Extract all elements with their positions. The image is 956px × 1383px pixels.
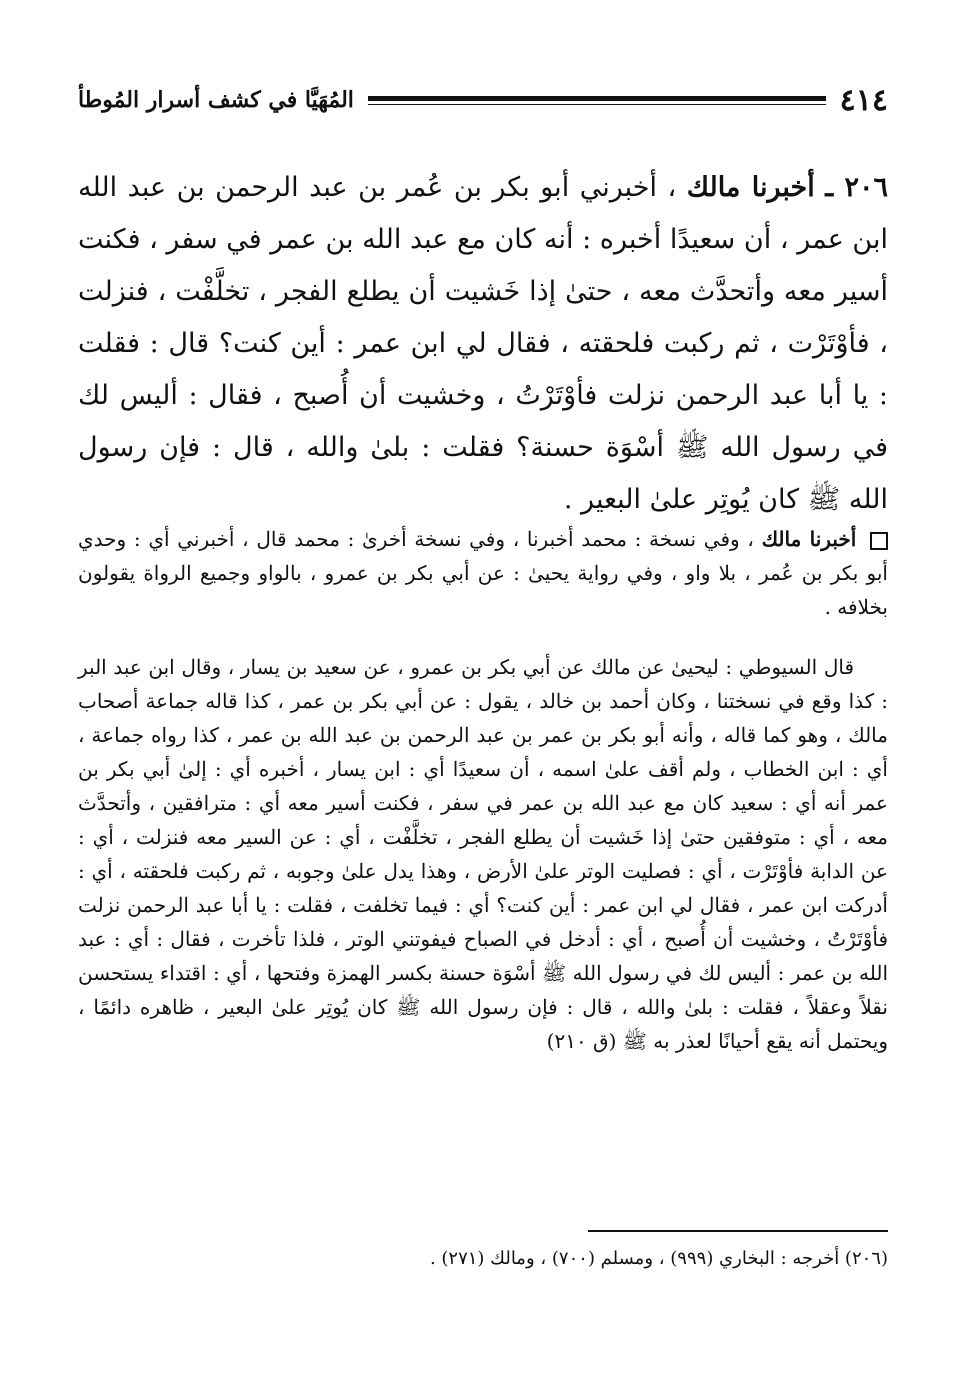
commentary-lead: أخبرنا مالك bbox=[761, 527, 857, 551]
hadith-lead: أخبرنا مالك bbox=[686, 172, 815, 203]
commentary-body: ، وفي نسخة : محمد أخبرنا ، وفي نسخة أخرىٰ : محمد قال ، أخبرني أي : وحدي أبو بكر بن عُمر ، بلا واو ، وفي رواية يحيىٰ : عن أبي بكر بن عمرو ، بالواو وجميع الرواة يقولون بخلافه . bbox=[78, 527, 888, 619]
header-rule bbox=[368, 96, 826, 105]
hadith-number: ٢٠٦ ـ bbox=[825, 172, 888, 203]
footnote-divider bbox=[588, 1230, 888, 1232]
page-header bbox=[78, 80, 888, 120]
square-marker-icon bbox=[870, 532, 888, 550]
book-title: المُهَيَّا في كشف أسرار المُوطأ bbox=[78, 87, 354, 113]
commentary-paragraph bbox=[78, 522, 888, 624]
book-page bbox=[78, 70, 888, 1310]
page-number: ٤١٤ bbox=[839, 82, 888, 118]
hadith-body: ، أخبرني أبو بكر بن عُمر بن عبد الرحمن بن عبد الله ابن عمر ، أن سعيدًا أخبره : أنه كان مع عبد الله بن عمر في سفر ، فكنت أسير معه وأتحدَّث معه ، حتىٰ إذا خَشيت أن يطلع الفجر ، تخلَّفْت ، فنزلت ، فأوْتَرْت ، ثم ركبت فلحقته ، فقال لي ابن عمر : أين كنت؟ قال : فقلت : يا أبا عبد الرحمن نزلت فأوْتَرْتُ ، وخشيت أن أُصبح ، فقال : أليس لك في رسول الله ﷺ أسْوَة حسنة؟ فقلت : بلىٰ والله ، قال : فإن رسول الله ﷺ كان يُوتِر علىٰ البعير . bbox=[78, 172, 888, 515]
footnote: (٢٠٦) أخرجه : البخاري (٩٩٩) ، ومسلم (٧٠٠) ، ومالك (٢٧١) . bbox=[429, 1248, 888, 1269]
sharh-paragraph: قال السيوطي : ليحيىٰ عن مالك عن أبي بكر بن عمرو ، عن سعيد بن يسار ، وقال ابن عبد البر : كذا وقع في نسختنا ، وكان أحمد بن خالد ، يقول : عن أبي بكر بن عمر ، كذا قاله جماعة أصحاب مالك ، وهو كما قاله ، وأنه أبو بكر بن عمر بن عبد الرحمن بن عبد الله بن عمر ، كذا رواه جماعة ، أي : ابن الخطاب ، ولم أقف علىٰ اسمه ، أن سعيدًا أي : ابن يسار ، أخبره أي : إلىٰ أبي بكر بن عمر أنه أي : سعيد كان مع عبد الله بن عمر في سفر ، فكنت أسير معه أي : مترافقين ، وأتحدَّث معه ، أي : متوفقين حتىٰ إذا خَشيت أن يطلع الفجر ، تخلَّفْت ، أي : عن السير معه فنزلت ، أي : عن الدابة فأوْتَرْت ، أي : فصليت الوتر علىٰ الأرض ، وهذا يدل علىٰ وجوبه ، ثم ركبت فلحقته ، أي : أدركت ابن عمر ، فقال لي ابن عمر : أين كنت؟ أي : فيما تخلفت ، فقلت : يا أبا عبد الرحمن نزلت فأوْتَرْتُ ، وخشيت أن أُصبح ، أي : أدخل في الصباح فيفوتني الوتر ، فلذا تأخرت ، فقال : أي : عبد الله بن عمر : أليس لك في رسول الله ﷺ أسْوَة حسنة بكسر الهمزة وفتحها ، أي : اقتداء يستحسن نقلاً وعقلاً ، فقلت : بلىٰ والله ، قال : فإن رسول الله ﷺ كان يُوتِر علىٰ البعير ، ظاهره دائمًا ، ويحتمل أنه يقع أحيانًا لعذر به ﷺ (ق ٢١٠) bbox=[78, 655, 889, 1053]
hadith-text bbox=[78, 162, 888, 526]
